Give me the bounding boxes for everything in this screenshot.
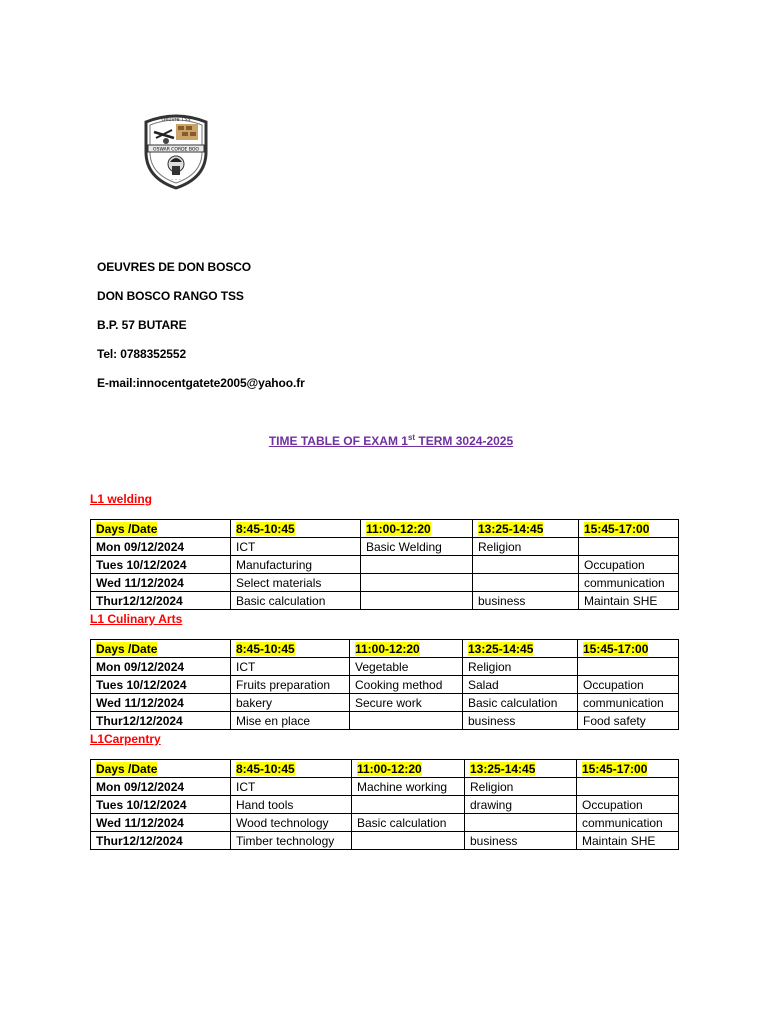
school-name: DON BOSCO RANGO TSS [97,289,244,303]
subject-cell: business [473,592,579,610]
svg-text:~ ~ ~: ~ ~ ~ [170,178,182,182]
subject-cell: Basic calculation [231,592,361,610]
header-time-slot [350,640,463,658]
day-date-cell: Mon 09/12/2024 [91,778,231,796]
subject-cell [578,658,679,676]
highlighted-header-text: 15:45-17:00 [582,761,648,776]
highlighted-header-text: 13:25-14:45 [468,641,534,656]
subject-cell: drawing [465,796,577,814]
subject-cell: bakery [231,694,350,712]
subject-cell: communication [578,694,679,712]
header-time-slot [231,760,352,778]
subject-cell: business [463,712,578,730]
subject-cell: Religion [465,778,577,796]
subject-cell: Wood technology [231,814,352,832]
day-date-cell: Mon 09/12/2024 [91,538,231,556]
subject-cell: business [465,832,577,850]
day-date-cell: Wed 11/12/2024 [91,694,231,712]
highlighted-header-text: 8:45-10:45 [236,761,295,776]
table-row [91,832,679,850]
highlighted-header-text: Days /Date [96,641,158,656]
title-term: TERM 3024-2025 [415,434,514,448]
subject-cell [350,712,463,730]
subject-cell: Occupation [579,556,679,574]
title-main: TIME TABLE OF EXAM 1 [268,434,408,448]
section-label-welding: L1 welding [90,492,153,506]
subject-cell: Secure work [350,694,463,712]
table-header-row [91,760,679,778]
section-label-culinary: L1 Culinary Arts [90,612,183,626]
highlighted-header-text: 11:00-12:20 [366,521,431,536]
header-time-slot [352,760,465,778]
header-time-slot [231,640,350,658]
subject-cell: Basic Welding [361,538,473,556]
school-crest-logo [140,108,212,190]
subject-cell: communication [577,814,679,832]
day-date-cell: Mon 09/12/2024 [91,658,231,676]
header-days-date [91,640,231,658]
table-row [91,778,679,796]
subject-cell: Vegetable [350,658,463,676]
table-row [91,574,679,592]
subject-cell: Salad [463,676,578,694]
header-time-slot [231,520,361,538]
table-row [91,694,679,712]
header-time-slot [463,640,578,658]
table-row [91,556,679,574]
header-days-date [91,760,231,778]
day-date-cell: Thur12/12/2024 [91,712,231,730]
subject-cell [361,574,473,592]
subject-cell: Cooking method [350,676,463,694]
subject-cell: Basic calculation [463,694,578,712]
highlighted-header-text: Days /Date [96,521,158,536]
subject-cell: Fruits preparation [231,676,350,694]
header-time-slot [577,760,679,778]
header-time-slot [361,520,473,538]
day-date-cell: Thur12/12/2024 [91,832,231,850]
subject-cell: Machine working [352,778,465,796]
subject-cell: Manufacturing [231,556,361,574]
table-row [91,814,679,832]
subject-cell [352,796,465,814]
subject-cell: Basic calculation [352,814,465,832]
subject-cell: Timber technology [231,832,352,850]
day-date-cell: Tues 10/12/2024 [91,796,231,814]
subject-cell [577,778,679,796]
highlighted-header-text: 8:45-10:45 [236,641,295,656]
section-label-carpentry: L1Carpentry [90,732,161,746]
highlighted-header-text: 11:00-12:20 [355,641,420,656]
day-date-cell: Tues 10/12/2024 [91,676,231,694]
subject-cell: Maintain SHE [579,592,679,610]
header-time-slot [465,760,577,778]
highlighted-header-text: Days /Date [96,761,158,776]
header-time-slot [473,520,579,538]
table-row [91,712,679,730]
svg-text:OSWAR CORDE BOO: OSWAR CORDE BOO [153,147,199,153]
day-date-cell: Wed 11/12/2024 [91,814,231,832]
highlighted-header-text: 15:45-17:00 [584,521,650,536]
highlighted-header-text: 13:25-14:45 [470,761,536,776]
timetable-culinary [90,639,679,730]
day-date-cell: Thur12/12/2024 [91,592,231,610]
svg-text:Oeuvre TSS: Oeuvre TSS [161,117,191,123]
highlighted-header-text: 13:25-14:45 [478,521,544,536]
subject-cell: Maintain SHE [577,832,679,850]
subject-cell: Occupation [578,676,679,694]
day-date-cell: Tues 10/12/2024 [91,556,231,574]
document-title [0,433,768,448]
subject-cell: Food safety [578,712,679,730]
highlighted-header-text: 11:00-12:20 [357,761,422,776]
header-time-slot [579,520,679,538]
subject-cell: communication [579,574,679,592]
subject-cell: Occupation [577,796,679,814]
subject-cell: Religion [473,538,579,556]
subject-cell [579,538,679,556]
subject-cell [465,814,577,832]
subject-cell [473,574,579,592]
title-superscript: st [407,433,416,442]
header-days-date [91,520,231,538]
subject-cell [473,556,579,574]
timetable-carpentry [90,759,679,850]
telephone: Tel: 0788352552 [97,347,187,361]
postal-address: B.P. 57 BUTARE [97,318,187,332]
subject-cell: Religion [463,658,578,676]
subject-cell: Hand tools [231,796,352,814]
highlighted-header-text: 15:45-17:00 [583,641,649,656]
timetable-welding [90,519,679,610]
subject-cell: ICT [231,658,350,676]
table-header-row [91,520,679,538]
table-row [91,796,679,814]
day-date-cell: Wed 11/12/2024 [91,574,231,592]
table-row [91,658,679,676]
subject-cell [361,592,473,610]
table-header-row [91,640,679,658]
table-row [91,676,679,694]
subject-cell: Mise en place [231,712,350,730]
table-row [91,592,679,610]
header-time-slot [578,640,679,658]
highlighted-header-text: 8:45-10:45 [236,521,295,536]
table-row [91,538,679,556]
subject-cell: ICT [231,538,361,556]
email: E-mail:innocentgatete2005@yahoo.fr [97,376,305,390]
subject-cell [352,832,465,850]
org-name: OEUVRES DE DON BOSCO [97,260,252,274]
subject-cell: ICT [231,778,352,796]
subject-cell: Select materials [231,574,361,592]
subject-cell [361,556,473,574]
